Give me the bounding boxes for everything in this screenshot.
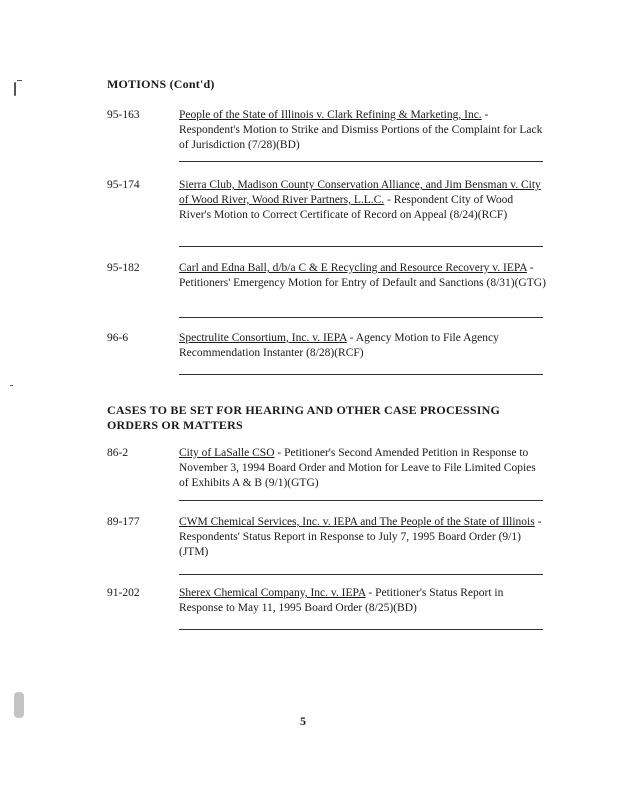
motions-heading: MOTIONS (Cont'd): [107, 77, 215, 91]
docket-number: 96-6: [107, 332, 129, 344]
entry-text: - Agency Motion to File Agency Recommendation Instanter (8/28)(RCF): [179, 332, 499, 359]
entry-description: [179, 108, 547, 153]
scan-speck: [10, 385, 13, 386]
docket-number: 95-163: [107, 109, 140, 121]
entry-description: [179, 331, 547, 361]
case-name: Sierra Club, Madison County Conservation Alliance, and Jim Bensman v. City of Wood River, Wood River Partners, L.L.C.: [179, 179, 541, 206]
entry-text: - Petitioners' Emergency Motion for Entry of Default and Sanctions (8/31)(GTG): [179, 262, 546, 289]
entry-text: - Respondent's Motion to Strike and Dismiss Portions of the Complaint for Lack of Jurisdiction (7/28)(BD): [179, 109, 543, 151]
case-name: City of LaSalle CSO: [179, 447, 275, 459]
entry-description: [179, 446, 547, 491]
separator-rule: [179, 317, 543, 318]
docket-number: 95-174: [107, 179, 140, 191]
scan-speck: [17, 80, 22, 81]
case-name: Carl and Edna Ball, d/b/a C & E Recycling and Resource Recovery v. IEPA: [179, 262, 527, 274]
case-name: People of the State of Illinois v. Clark Refining & Marketing, Inc.: [179, 109, 482, 121]
separator-rule: [179, 374, 543, 375]
separator-rule: [179, 246, 543, 247]
docket-number: 95-182: [107, 262, 140, 274]
docket-number: 86-2: [107, 447, 129, 459]
docket-number: 91-202: [107, 587, 140, 599]
separator-rule: [179, 500, 543, 501]
entry-description: [179, 515, 547, 560]
separator-rule: [179, 574, 543, 575]
entry-text: - Petitioner's Status Report in Response to May 11, 1995 Board Order (8/25)(BD): [179, 587, 504, 614]
page-number: 5: [300, 714, 306, 728]
case-name: Sherex Chemical Company, Inc. v. IEPA: [179, 587, 366, 599]
case-name: Spectrulite Consortium, Inc. v. IEPA: [179, 332, 347, 344]
entry-text: - Petitioner's Second Amended Petition in Response to November 3, 1994 Board Order and Motion for Leave to File Limited Copies of Exhibits A & B (9/1)(GTG): [179, 447, 536, 489]
separator-rule: [179, 629, 543, 630]
scan-speck: [14, 82, 16, 96]
entry-text: - Respondent City of Wood River's Motion to Correct Certificate of Record on Appeal (8/24)(RCF): [179, 194, 514, 221]
case-name: CWM Chemical Services, Inc. v. IEPA and The People of the State of Illinois: [179, 516, 535, 528]
entry-text: - Respondents' Status Report in Response to July 7, 1995 Board Order (9/1)(JTM): [179, 516, 542, 558]
separator-rule: [179, 161, 543, 162]
entry-description: [179, 178, 547, 223]
docket-number: 89-177: [107, 516, 140, 528]
cases-heading: CASES TO BE SET FOR HEARING AND OTHER CASE PROCESSING ORDERS OR MATTERS: [107, 403, 501, 432]
entry-description: [179, 261, 547, 291]
scan-speck: [14, 692, 24, 718]
entry-description: [179, 586, 547, 616]
